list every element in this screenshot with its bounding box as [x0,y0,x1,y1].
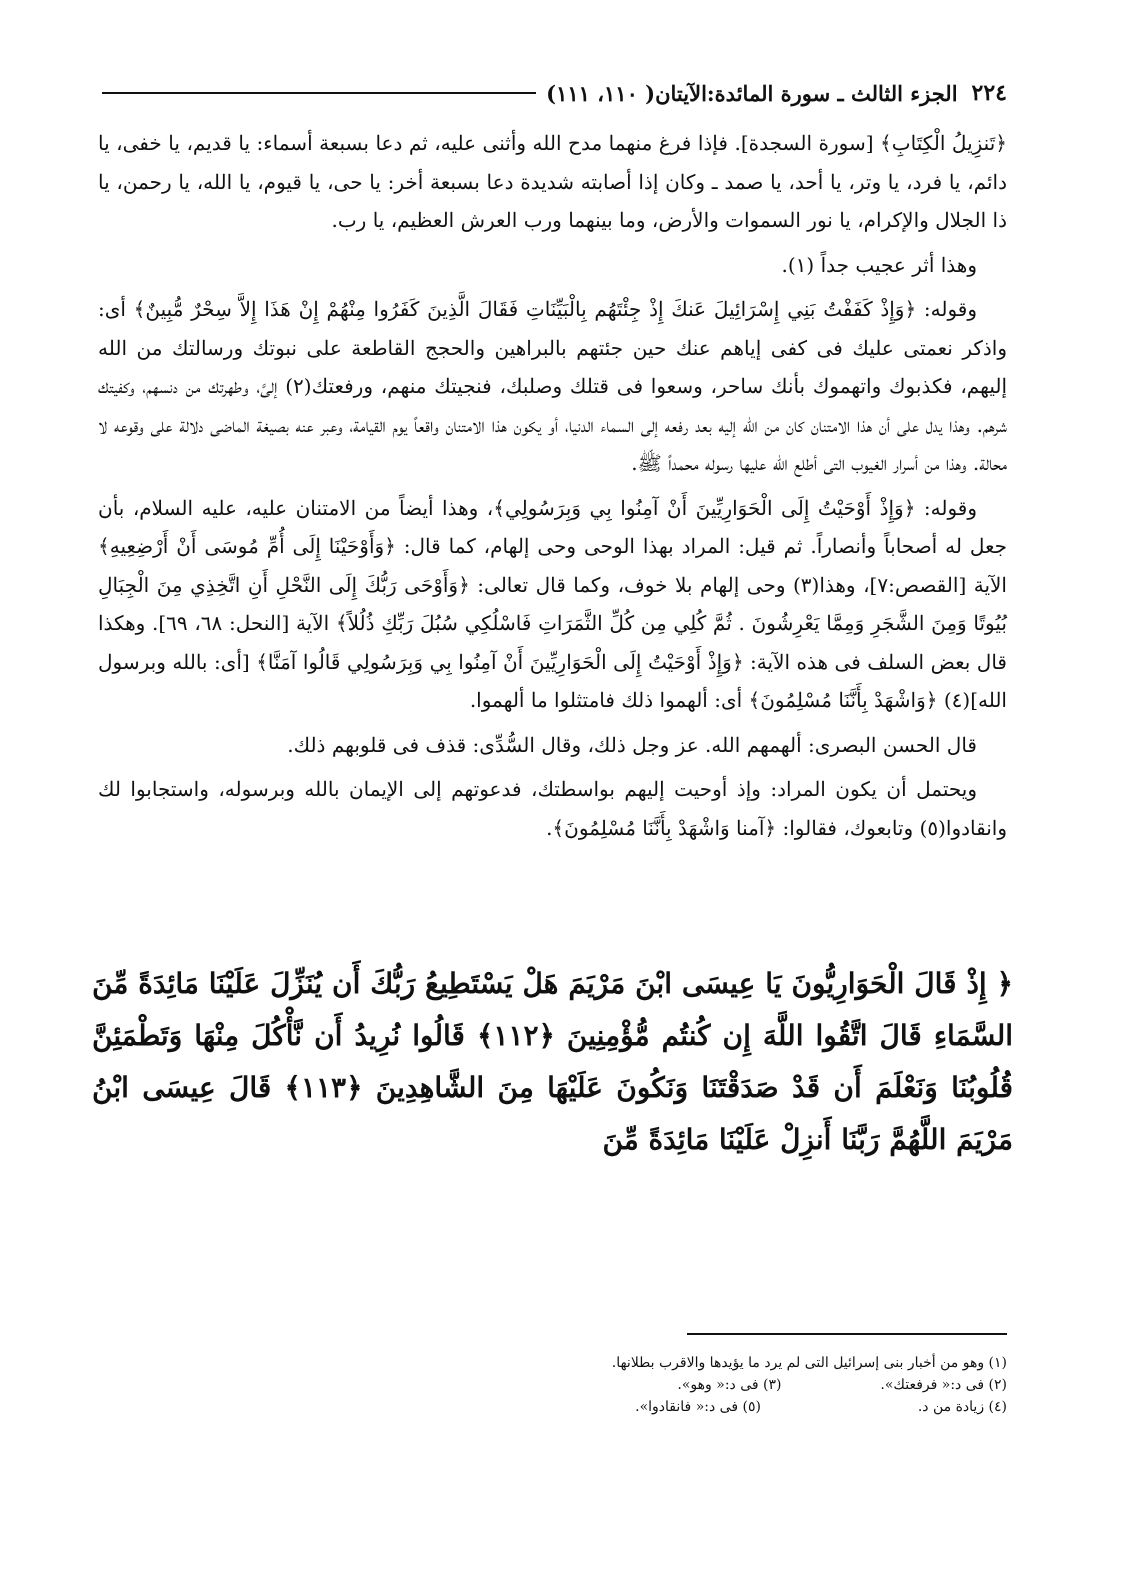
footnote-rule [687,1333,1007,1335]
footnote-4: (٤) زيادة من د. [917,1399,1007,1415]
paragraph: وقوله: ﴿وَإِذْ كَفَفْتُ بَنِي إِسْرَائِيلَ عَنكَ إِذْ جِئْتَهُم بِالْبَيِّنَاتِ فَقَالَ الَّذِينَ كَفَرُوا مِنْهُمْ إِنْ هَذَا إِلاَّ سِحْرٌ مُّبِينٌ﴾ أى: واذكر نعمتى عليك فى كفى إياهم عنك حين جئتهم بالبراهين والحجج القاطعة على نبوتك ورسالتك من الله إليهم، فكذبوك واتهموك بأنك ساحر، وسعوا فى قتلك وصلبك، فنجيتك منهم، ورفعتك(٢) إلىَّ، وطهرتك من دنسهم، وكفيتك شرهم. وهذا يدل على أن هذا الامتنان كان من الله إليه بعد رفعه إلى السماء الدنيا، أو يكون هذا الامتنان واقعاً يوم القيامة، وعبر عنه بصيغة الماضى دلالة على وقوعه لا محالة. وهذا من أسرار الغيوب التى أطلع الله عليها رسوله محمداً ﷺ. [98,297,1008,475]
paragraph: وهذا أثر عجيب جداً (١). [781,252,977,277]
footnote-2: (٢) فى د:« فرفعتك». [880,1377,1007,1393]
footnote-1: (١) وهو من أخبار بنى إسرائيل التى لم يرد ما يؤيدها والاقرب بطلانها. [611,1355,1007,1371]
paragraph: ويحتمل أن يكون المراد: وإذ أوحيت إليهم بواسطتك، فدعوتهم إلى الإيمان بالله وبرسوله، واستجابوا لك وانقادوا(٥) وتابعوك، فقالوا: ﴿آمنا وَاشْهَدْ بِأَنَّنَا مُسْلِمُونَ﴾. [98,777,1007,840]
footnotes [100,1352,1007,1418]
paragraph: وقوله: ﴿وَإِذْ أَوْحَيْتُ إِلَى الْحَوَارِيِّينَ أَنْ آمِنُوا بِي وَبِرَسُولِي﴾، وهذا أيضاً من الامتنان عليه، عليه السلام، بأن جعل له أصحاباً وأنصاراً. ثم قيل: المراد بهذا الوحى وحى إلهام، كما قال: ﴿وَأَوْحَيْنَا إِلَى أُمِّ مُوسَى أَنْ أَرْضِعِيهِ﴾ الآية [القصص:٧]، وهذا(٣) وحى إلهام بلا خوف، وكما قال تعالى: ﴿وَأَوْحَى رَبُّكَ إِلَى النَّحْلِ أَنِ اتَّخِذِي مِنَ الْجِبَالِ بُيُوتًا وَمِنَ الشَّجَرِ وَمِمَّا يَعْرِشُونَ . ثُمَّ كُلِي مِن كُلِّ الثَّمَرَاتِ فَاسْلُكِي سُبُلَ رَبِّكِ ذُلُلاً﴾ الآية [النحل: ٦٨، ٦٩]. وهكذا قال بعض السلف فى هذه الآية: ﴿وَإِذْ أَوْحَيْتُ إِلَى الْحَوَارِيِّينَ أَنْ آمِنُوا بِي وَبِرَسُولِي قَالُوا آمَنَّا﴾ [أى: بالله وبرسول الله](٤) ﴿وَاشْهَدْ بِأَنَّنَا مُسْلِمُونَ﴾ أى: ألهموا ذلك فامتثلوا ما ألهموا. [98,495,1007,712]
footnote-3: (٣) فى د:« وهو». [677,1377,782,1393]
footnote-row [100,1374,1007,1396]
paragraph: قال الحسن البصرى: ألهمهم الله. عز وجل ذلك، وقال السُّدِّى: قذف فى قلوبهم ذلك. [287,732,977,757]
page-number: ٢٢٤ [971,80,1007,106]
footnote-5: (٥) فى د:« فانقادوا». [635,1399,761,1415]
header-rule [102,92,536,94]
quran-verses: ﴿ إِذْ قَالَ الْحَوَارِيُّونَ يَا عِيسَى ابْنَ مَرْيَمَ هَلْ يَسْتَطِيعُ رَبُّكَ أَن يُنَزِّلَ عَلَيْنَا مَائِدَةً مِّنَ السَّمَاءِ قَالَ اتَّقُوا اللَّهَ إِن كُنتُم مُّؤْمِنِينَ ﴿١١٢﴾ قَالُوا نُرِيدُ أَن نَّأْكُلَ مِنْهَا وَتَطْمَئِنَّ قُلُوبُنَا وَنَعْلَمَ أَن قَدْ صَدَقْتَنَا وَنَكُونَ عَلَيْهَا مِنَ الشَّاهِدِينَ ﴿١١٣﴾ قَالَ عِيسَى ابْنُ مَرْيَمَ اللَّهُمَّ رَبَّنَا أَنزِلْ عَلَيْنَا مَائِدَةً مِّنَ [92,967,1014,1156]
main-text [98,124,1007,853]
running-header [92,76,1007,110]
header-title: الجزء الثالث ـ سورة المائدة:الآيتان( ١١٠، ١١١) [546,80,958,106]
paragraph: ﴿تَنزِيلُ الْكِتَابِ﴾ [سورة السجدة]. فإذا فرغ منهما مدح الله وأثنى عليه، ثم دعا بسبعة أسماء: يا قديم، يا خفى، يا دائم، يا فرد، يا وتر، يا أحد، يا صمد ـ وكان إذا أصابته شديدة دعا بسبعة أخر: يا حى، يا قيوم، يا الله، يا رحمن، يا ذا الجلال والإكرام، يا نور السموات والأرض، وما بينهما ورب العرش العظيم، يا رب. [98,131,1007,232]
footnote-row [100,1396,1007,1418]
